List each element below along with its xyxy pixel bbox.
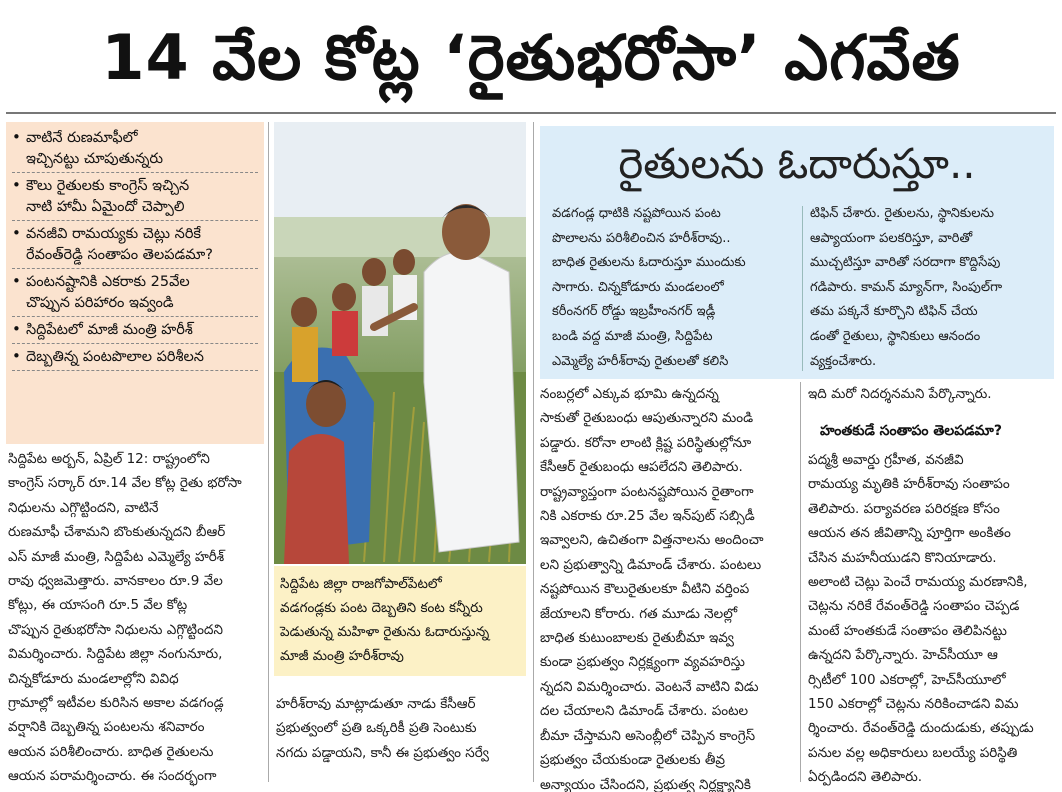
text-line: గడిపారు. కామన్ మ్యాన్‌గా, సింపుల్‌గా xyxy=(810,279,1003,295)
text-line: ర్సిటీలో 100 ఎకరాల్లో, హెచ్‌సీయూలో xyxy=(808,671,1006,688)
column-4-top-line xyxy=(808,382,1058,408)
text-line: నిధులను ఎగ్గొట్టిందని, వాటినే xyxy=(8,499,159,516)
text-line: గ్రామాల్లో ఇటీవల కురిసిన అకాల వడగండ్ల xyxy=(8,695,224,712)
sidebar-column-divider xyxy=(802,206,803,371)
text-line: ఉన్నదని పేర్కొన్నారు. హెచ్‌సీయూ ఆ xyxy=(808,647,998,664)
text-line: మాజీ మంత్రి హరీశ్‌రావు xyxy=(280,648,404,664)
text-line: వర్షానికి దెబ్బతిన్న పంటలను శనివారం xyxy=(8,719,205,736)
text-line: కోట్లు, ఈ యాసంగి రూ.5 వేల కోట్ల xyxy=(8,597,188,614)
bullet-icon: • xyxy=(12,320,21,338)
highlights-box xyxy=(6,122,264,444)
text-line: అలాంటి చెట్లు పెంచే రామయ్య మరణానికి, xyxy=(808,574,1028,591)
sidebar-story-title: రైతులను ఓదారుస్తూ.. xyxy=(618,139,976,188)
highlight-line: వాటినే రుణమాఫీలో xyxy=(26,130,138,146)
text-line: పనుల వల్ల అధికారులు బలయ్యే పరిస్థితి xyxy=(808,744,1018,761)
text-line: పెడుతున్న మహిళా రైతును ఓదారుస్తున్న xyxy=(280,624,490,640)
highlight-separator xyxy=(12,172,258,173)
highlight-item xyxy=(12,320,258,341)
sidebar-story-box xyxy=(540,126,1054,379)
text-line: రావు ధ్వజమెత్తారు. వానకాలం రూ.9 వేల xyxy=(8,573,223,590)
sidebar-story-left-column xyxy=(552,202,798,378)
highlight-text xyxy=(26,272,190,314)
text-line: మంటే హంతకుడే సంతాపం తెలిపినట్టు xyxy=(808,622,1007,639)
text-line: ప్రభుత్వం చేయకుండా రైతులకు తీవ్ర xyxy=(540,752,726,769)
text-line: బండి వద్ద మాజీ మంత్రి, సిద్దిపేట xyxy=(552,328,713,344)
text-line: న్నదని విమర్శించారు. వెంటనే వాటిని విడు xyxy=(540,678,759,695)
text-line: చేసిన మహనీయుడని కొనియాడారు. xyxy=(808,549,997,566)
column-2-bottom xyxy=(276,692,530,787)
text-line: సిద్దిపేట జిల్లా రాజగోపాల్‌పేటలో xyxy=(280,576,442,592)
bullet-icon: • xyxy=(12,272,21,290)
text-line: పడ్డారు. కరోనా లాంటి క్లిష్ట పరిస్థితుల్లోనూ xyxy=(540,434,752,451)
highlight-separator xyxy=(12,343,258,344)
highlight-separator xyxy=(12,316,258,317)
text-line: వడగండ్ల ధాటికి నష్టపోయిన పంట xyxy=(552,206,721,221)
text-line: రామయ్య మృతికి హరీశ్‌రావు సంతాపం xyxy=(808,476,1010,493)
column-3 xyxy=(540,382,796,792)
highlight-item xyxy=(12,176,258,218)
text-line: ఇవ్వాలని, ఉచితంగా విత్తనాలను అందించా xyxy=(540,532,764,549)
text-line: నగదు పడ్డాయని, కానీ ఈ ప్రభుత్వం సర్వే xyxy=(276,744,489,761)
text-line: కాంగ్రెస్ సర్కార్ రూ.14 వేల కోట్ల రైతు భరోసా xyxy=(8,475,242,492)
text-line: కుండా ప్రభుత్వం నిర్లక్ష్యంగా వ్యవహరిస్తు xyxy=(540,654,745,671)
text-line: 150 ఎకరాల్లో చెట్లను నరికించాడని విమ xyxy=(808,696,1019,713)
text-line: ఏర్పడిందని తెలిపారు. xyxy=(808,769,923,786)
highlight-item xyxy=(12,224,258,266)
text-line: హరీశ్‌రావు మాట్లాడుతూ నాడు కేసీఆర్ xyxy=(276,696,476,712)
text-line: వడగండ్లకు పంట దెబ్బతిని కంట కన్నీరు xyxy=(280,600,483,616)
text-line: సాకుతో రైతుబంధు ఆపుతున్నారని మండి xyxy=(540,410,754,427)
text-line: లని ప్రభుత్వాన్ని డిమాండ్ చేశారు. పంటలు xyxy=(540,556,762,573)
highlight-line: సిద్దిపేటలో మాజీ మంత్రి హరీశ్ xyxy=(26,322,193,338)
text-line: ప్రభుత్వంలో ప్రతి ఒక్కరికీ ప్రతి సెంటుకు xyxy=(276,720,477,737)
highlight-line: దెబ్బతిన్న పంటపొలాల పరిశీలన xyxy=(26,349,204,365)
text-line: సాగారు. చిన్నకోడూరు మండలంలో xyxy=(552,279,724,295)
text-line: బాధిత రైతులను ఓదారుస్తూ ముందుకు xyxy=(552,255,746,271)
column-1 xyxy=(8,447,268,787)
text-line: సిద్దిపేట అర్బన్, ఏప్రిల్ 12: రాష్ట్రంలోని xyxy=(8,451,210,467)
farmers-photo-illustration xyxy=(274,122,526,564)
text-line: జేయాలని కోరారు. గత మూడు నెలల్లో xyxy=(540,605,738,622)
text-line: పద్మశ్రీ అవార్డు గ్రహీత, వనజీవి xyxy=(808,452,964,468)
text-line: ఎమ్మెల్యే హరీశ్‌రావు రైతులతో కలిసి xyxy=(552,353,729,369)
text-line: తెలిపారు. పర్యావరణ పరిరక్షణ కోసం xyxy=(808,500,1000,517)
text-line: తమ పక్కనే కూర్చొని టిఫిన్ చేయ xyxy=(810,304,978,320)
highlight-text xyxy=(26,224,213,266)
headline-rule xyxy=(6,112,1056,114)
bullet-icon: • xyxy=(12,176,21,194)
text-line: ఆప్యాయంగా పలకరిస్తూ, వారితో xyxy=(810,230,973,246)
text-line: చెట్లను నరికే రేవంత్‌రెడ్డి సంతాపం చెప్పడ xyxy=(808,598,1020,615)
column-4 xyxy=(808,448,1058,788)
text-line: రుణమాఫీ చేశామని బొంకుతున్నదని బీఆర్ xyxy=(8,524,226,541)
text-line: చొప్పున రైతుభరోసా నిధులను ఎగ్గొట్టిందని xyxy=(8,621,223,638)
text-line: నష్టపోయిన కౌలురైతులకూ వీటిని వర్తింప xyxy=(540,581,750,598)
highlight-item xyxy=(12,347,258,368)
text-line: వ్యక్తంచేశారు. xyxy=(810,353,877,369)
text-line: దల చేయాలని డిమాండ్ చేశారు. పంటల xyxy=(540,703,749,720)
highlight-line: రేవంత్‌రెడ్డి సంతాపం తెలపడమా? xyxy=(26,247,213,263)
text-line: బాధిత కుటుంబాలకు రైతుబీమా ఇవ్వ xyxy=(540,630,734,647)
text-line: నికి ఎకరాకు రూ.25 వేల ఇన్‌పుట్ సబ్సిడీ xyxy=(540,508,755,525)
highlight-text xyxy=(26,128,163,170)
column-divider xyxy=(533,122,534,782)
highlight-separator xyxy=(12,370,258,371)
text-line: కరీంనగర్ రోడ్డు ఇబ్రహీంనగర్ ఇడ్లీ xyxy=(552,304,716,320)
text-line: బీమా చేస్తామని అసెంబ్లీలో చెప్పిన కాంగ్రెస్ xyxy=(540,727,756,744)
text-line: అన్యాయం చేసిందని, ప్రభుత్వ నిర్లక్ష్యానికి xyxy=(540,776,751,792)
highlight-line: నాటి హామీ ఏమైందో చెప్పాలి xyxy=(26,199,185,215)
bullet-icon: • xyxy=(12,128,21,146)
highlight-item xyxy=(12,272,258,314)
highlight-line: కౌలు రైతులకు కాంగ్రెస్ ఇచ్చిన xyxy=(26,178,190,194)
highlight-line: వనజీవి రామయ్యకు చెట్లు నరికే xyxy=(26,226,201,242)
highlight-line: చొప్పున పరిహారం ఇవ్వండి xyxy=(26,295,174,311)
text-line: ర్శించారు. రేవంత్‌రెడ్డి దుందుడుకు, తప్పుడు xyxy=(808,720,1034,737)
text-line: ఆయన పరామర్శించారు. ఈ సందర్భంగా xyxy=(8,768,217,785)
highlight-text xyxy=(26,176,189,218)
text-line: ఎస్ మాజీ మంత్రి, సిద్దిపేట ఎమ్మెల్యే హరీశ్ xyxy=(8,548,225,565)
text-line: డంతో రైతులు, స్థానికులు ఆనందం xyxy=(810,328,981,344)
column-divider xyxy=(800,382,801,782)
column-4-top-text: ఇది మరో నిదర్శనమని పేర్కొన్నారు. xyxy=(808,386,992,402)
headline: 14 వేల కోట్ల ‘రైతుభరోసా’ ఎగవేత xyxy=(101,21,961,94)
bullet-icon: • xyxy=(12,347,21,365)
text-line: నంబర్లలో ఎక్కువ భూమి ఉన్నదన్న xyxy=(540,386,719,402)
text-line: రాష్ట్రవ్యాప్తంగా పంటనష్టపోయిన రైతాంగా xyxy=(540,483,754,500)
sidebar-story-right-column xyxy=(810,202,1050,378)
highlight-line: పంటనష్టానికి ఎకరాకు 25వేల xyxy=(26,274,190,290)
highlight-text xyxy=(26,347,204,368)
text-line: కేసీఆర్ రైతుబంధు ఆపలేదని తెలిపారు. xyxy=(540,459,743,476)
highlight-item xyxy=(12,128,258,170)
column-divider xyxy=(268,122,269,782)
news-photo xyxy=(274,122,526,564)
text-line: చిన్నకోడూరు మండలాల్లోని వివిధ xyxy=(8,670,179,687)
photo-caption xyxy=(274,566,526,676)
highlight-separator xyxy=(12,268,258,269)
text-line: ముచ్చటిస్తూ వారితో సరదాగా కొద్దిసేపు xyxy=(810,255,1001,271)
text-line: విమర్శించారు. సిద్దిపేట జిల్లా నంగునూరు, xyxy=(8,646,223,663)
column-4-subheading: హంతకుడే సంతాపం తెలపడమా? xyxy=(820,423,1002,439)
highlight-line: ఇచ్చినట్టు చూపుతున్నరు xyxy=(26,151,164,167)
text-line: ఆయన పరిశీలించారు. బాధిత రైతులను xyxy=(8,743,214,760)
highlight-separator xyxy=(12,220,258,221)
text-line: టిఫిన్ చేశారు. రైతులను, స్థానికులను xyxy=(810,206,995,221)
text-line: పొలాలను పరిశీలించిన హరీశ్‌రావు.. xyxy=(552,230,731,246)
highlight-text xyxy=(26,320,193,341)
bullet-icon: • xyxy=(12,224,21,242)
text-line: ఆయన తన జీవితాన్ని పూర్తిగా అంకితం xyxy=(808,525,1011,542)
